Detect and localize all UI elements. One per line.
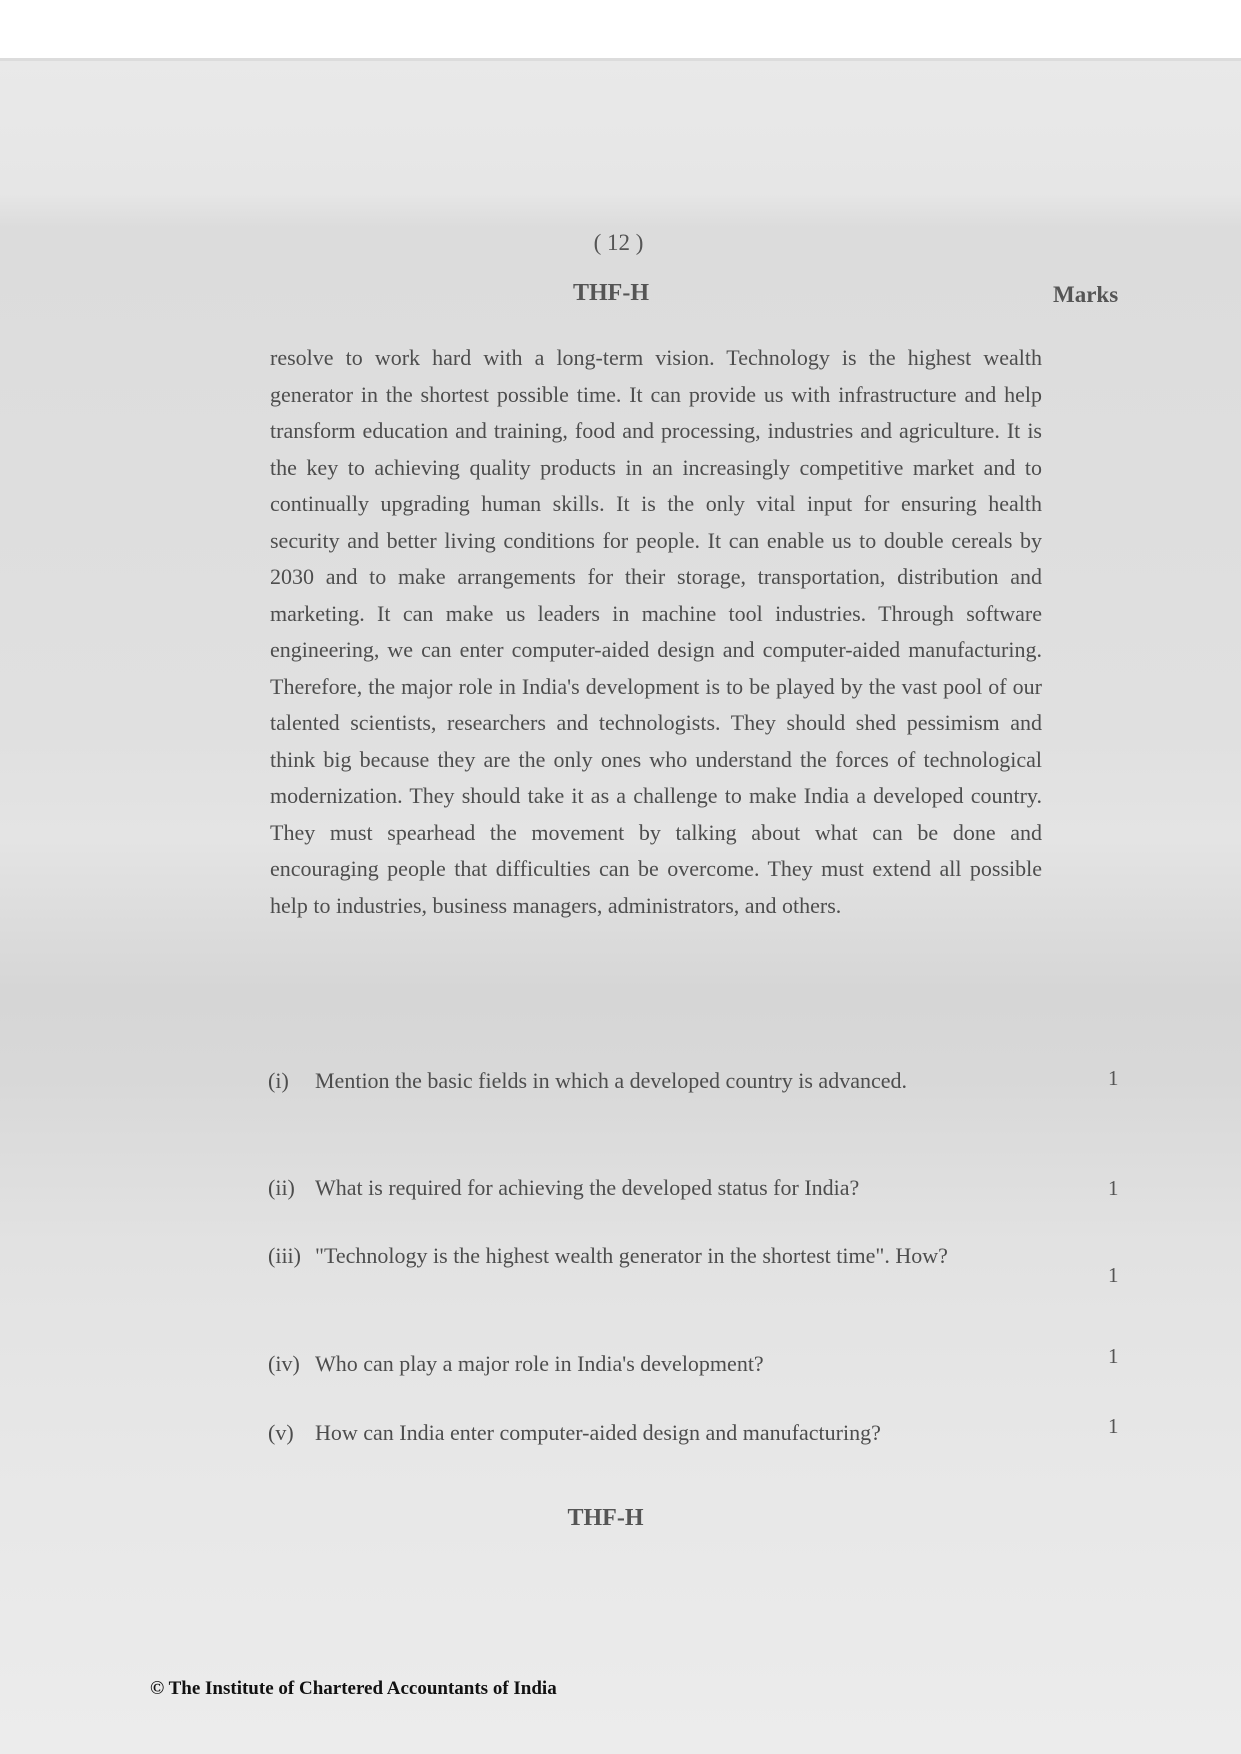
question-marks: 1 (1108, 1414, 1119, 1438)
question-text: How can India enter computer-aided design and manufacturing? (315, 1420, 881, 1445)
question-text: What is required for achieving the developed status for India? (315, 1175, 860, 1200)
comprehension-passage: resolve to work hard with a long-term vision. Technology is the highest wealth generator in the shortest possible time. It can provide us with infrastructure and help transform education and training, food and processing, industries and agriculture. It is the key to achieving quality products in an increasingly competitive market and to continually upgrading human skills. It is the only vital input for ensuring health security and better living conditions for people. It can enable us to double cereals by 2030 and to make arrangements for their storage, transportation, distribution and marketing. It can make us leaders in machine tool industries. Through software engineering, we can enter computer-aided design and computer-aided manufacturing. Therefore, the major role in India's development is to be played by the vast pool of our talented scientists, researchers and technologists. They should shed pessimism and think big because they are the only ones who understand the forces of technological modernization. They should take it as a challenge to make India a developed country. They must spearhead the movement by talking about what can be done and encouraging people that difficulties can be overcome. They must extend all possible help to industries, business managers, administrators, and others. (270, 345, 1042, 918)
question-number: (iii) (268, 1243, 301, 1268)
page-number: ( 12 ) (593, 230, 644, 255)
question-marks: 1 (1108, 1176, 1119, 1200)
question-marks: 1 (1108, 1263, 1119, 1287)
marks-column-heading: Marks (1053, 282, 1119, 307)
question-text: Who can play a major role in India's development? (315, 1351, 764, 1376)
footer-paper-code: THF-H (567, 1505, 644, 1531)
question-number: (ii) (268, 1175, 295, 1200)
question-number: (i) (268, 1068, 289, 1093)
header-paper-code: THF-H (573, 280, 649, 306)
scan-top-edge (0, 58, 1241, 61)
question-text: "Technology is the highest wealth generator in the shortest time". How? (315, 1243, 948, 1268)
question-number: (v) (268, 1420, 294, 1445)
question-marks: 1 (1108, 1344, 1119, 1368)
question-number: (iv) (268, 1351, 300, 1376)
question-marks: 1 (1108, 1066, 1119, 1090)
copyright-notice: © The Institute of Chartered Accountants of India (150, 1678, 557, 1699)
question-text: Mention the basic fields in which a developed country is advanced. (315, 1068, 907, 1093)
